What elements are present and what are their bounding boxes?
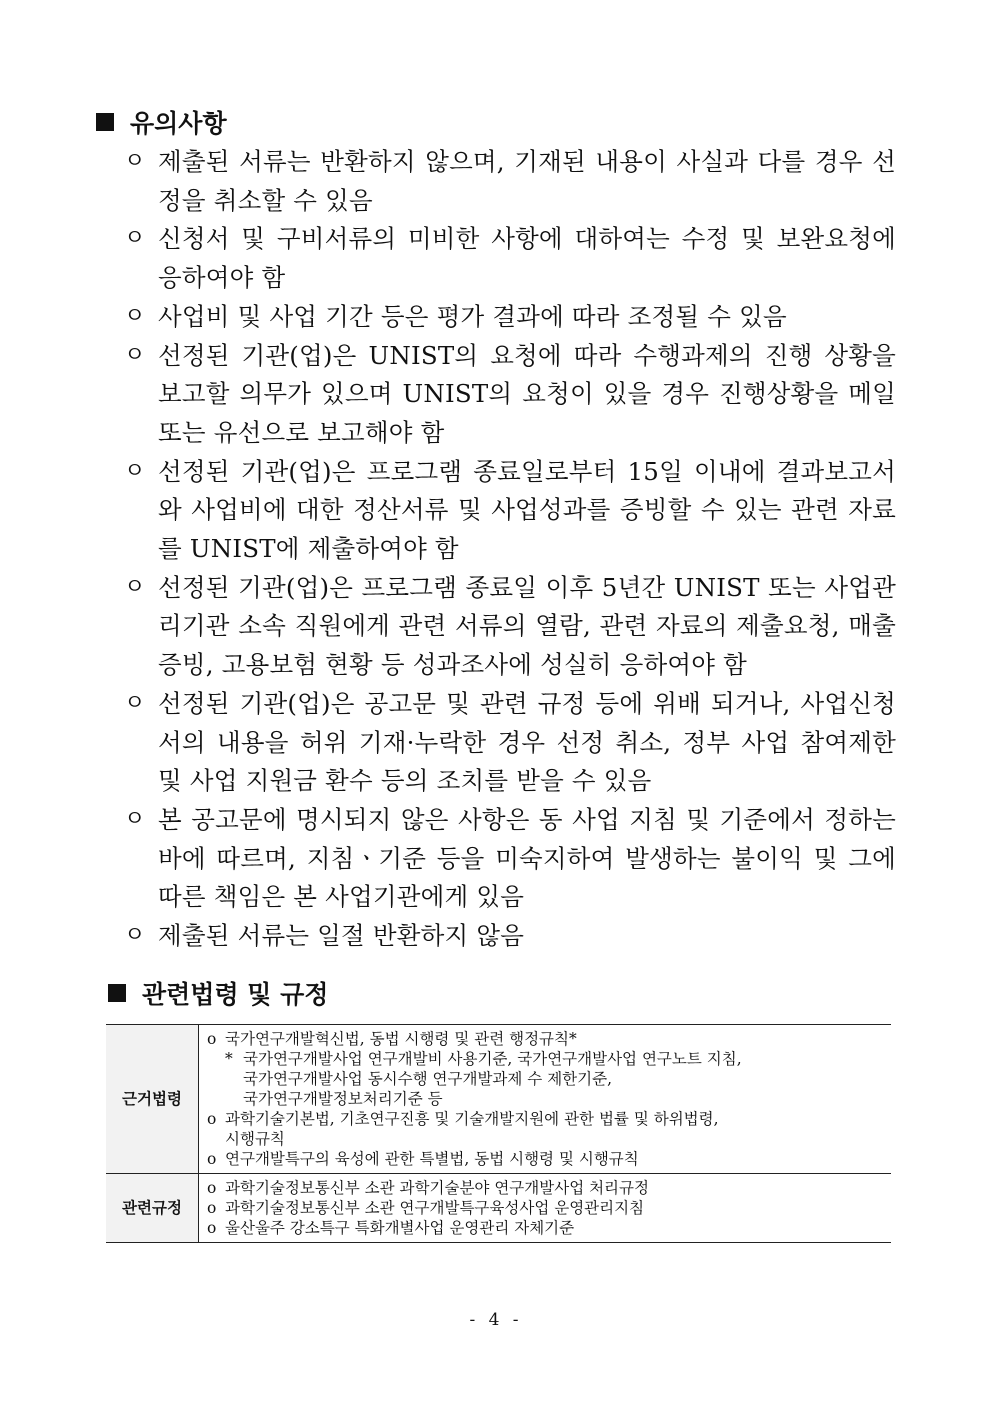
section-title-text: 유의사항 — [130, 109, 227, 138]
list-item — [124, 801, 896, 917]
circle-bullet-icon: ㅇ — [124, 342, 146, 368]
regulation-line: 국가연구개발사업 연구개발비 사용기준, 국가연구개발사업 연구노트 지침, — [243, 1050, 742, 1068]
bullet-icon: o — [207, 1110, 217, 1128]
bullet-icon: o — [207, 1199, 217, 1217]
table-row — [106, 1174, 891, 1243]
list-item-text: 제출된 서류는 반환하지 않으며, 기재된 내용이 사실과 다를 경우 선정을 취소할 수 있음 — [158, 147, 896, 215]
regulation-line: 국가연구개발혁신법, 동법 시행령 및 관련 행정규칙* — [225, 1030, 577, 1048]
list-item — [124, 685, 896, 801]
list-item-text: 선정된 기관(업)은 공고문 및 관련 규정 등에 위배 되거나, 사업신청서의 내용을 허위 기재·누락한 경우 선정 취소, 정부 사업 참여제한 및 사업 지원금 환수 등의 조치를 받을 수 있음 — [158, 688, 896, 796]
section-title-text: 관련법령 및 규정 — [142, 980, 329, 1009]
section-title-regulations — [108, 975, 328, 1011]
table-row — [106, 1025, 891, 1174]
regulation-line: 과학기술기본법, 기초연구진흥 및 기술개발지원에 관한 법률 및 하위법령, — [225, 1110, 719, 1128]
regulation-line: 국가연구개발정보처리기준 등 — [243, 1090, 443, 1108]
list-item-text: 신청서 및 구비서류의 미비한 사항에 대하여는 수정 및 보완요청에 응하여야 함 — [158, 224, 896, 293]
circle-bullet-icon: ㅇ — [124, 149, 146, 174]
bullet-icon: o — [207, 1219, 217, 1237]
row-content-related-rules — [199, 1174, 892, 1243]
circle-bullet-icon: ㅇ — [124, 923, 146, 949]
bullet-icon: o — [207, 1150, 217, 1168]
regulation-line: 연구개발특구의 육성에 관한 특별법, 동법 시행령 및 시행규칙 — [225, 1150, 639, 1168]
list-item-text: 선정된 기관(업)은 프로그램 종료일 이후 5년간 UNIST 또는 사업관리기관 소속 직원에게 관련 서류의 열람, 관련 자료의 제출요청, 매출 증빙, 고용보험 현황 등 성과조사에 성실히 응하여야 함 — [158, 572, 896, 680]
asterisk-icon: * — [225, 1050, 233, 1068]
bullet-icon: o — [207, 1179, 217, 1197]
circle-bullet-icon: ㅇ — [124, 690, 146, 716]
row-content-legal-basis — [199, 1025, 892, 1174]
square-bullet-icon — [96, 113, 114, 131]
regulation-line: 울산울주 강소특구 특화개별사업 운영관리 자체기준 — [225, 1219, 575, 1237]
circle-bullet-icon: ㅇ — [124, 303, 146, 329]
list-item — [124, 298, 896, 337]
circle-bullet-icon: ㅇ — [124, 806, 146, 832]
list-item-text: 본 공고문에 명시되지 않은 사항은 동 사업 지침 및 기준에서 정하는 바에 따르며, 지침ㆍ기준 등을 미숙지하여 발생하는 불이익 및 그에 따른 책임은 본 사업기관에게 있음 — [158, 804, 896, 912]
list-item — [124, 569, 896, 685]
circle-bullet-icon: ㅇ — [124, 458, 146, 484]
circle-bullet-icon: ㅇ — [124, 226, 146, 252]
list-item-text: 사업비 및 사업 기간 등은 평가 결과에 따라 조정될 수 있음 — [158, 301, 787, 331]
square-bullet-icon — [108, 984, 126, 1002]
list-item — [124, 453, 896, 569]
notes-list — [124, 143, 896, 956]
regulation-line: 과학기술정보통신부 소관 연구개발특구육성사업 운영관리지침 — [225, 1199, 645, 1217]
section-title-notes — [96, 104, 227, 140]
row-label-legal-basis: 근거법령 — [106, 1025, 199, 1174]
regulation-line: 과학기술정보통신부 소관 과학기술분야 연구개발사업 처리규정 — [225, 1179, 649, 1197]
list-item-text: 선정된 기관(업)은 프로그램 종료일로부터 15일 이내에 결과보고서와 사업비에 대한 정산서류 및 사업성과를 증빙할 수 있는 관련 자료를 UNIST에 제출하여야 함 — [158, 456, 896, 564]
list-item — [124, 143, 896, 220]
row-label-related-rules: 관련규정 — [106, 1174, 199, 1243]
list-item — [124, 220, 896, 297]
regulation-line: 시행규칙 — [225, 1130, 285, 1148]
list-item-text: 제출된 서류는 일절 반환하지 않음 — [158, 921, 525, 951]
bullet-icon: o — [207, 1030, 217, 1048]
regulations-table — [106, 1024, 891, 1243]
list-item — [124, 917, 896, 956]
page-number: - 4 - — [469, 1310, 523, 1330]
circle-bullet-icon: ㅇ — [124, 574, 146, 600]
list-item — [124, 337, 896, 453]
regulation-line: 국가연구개발사업 동시수행 연구개발과제 수 제한기준, — [243, 1070, 613, 1088]
list-item-text: 선정된 기관(업)은 UNIST의 요청에 따라 수행과제의 진행 상황을 보고할 의무가 있으며 UNIST의 요청이 있을 경우 진행상황을 메일 또는 유선으로 보고해야 함 — [158, 340, 896, 447]
